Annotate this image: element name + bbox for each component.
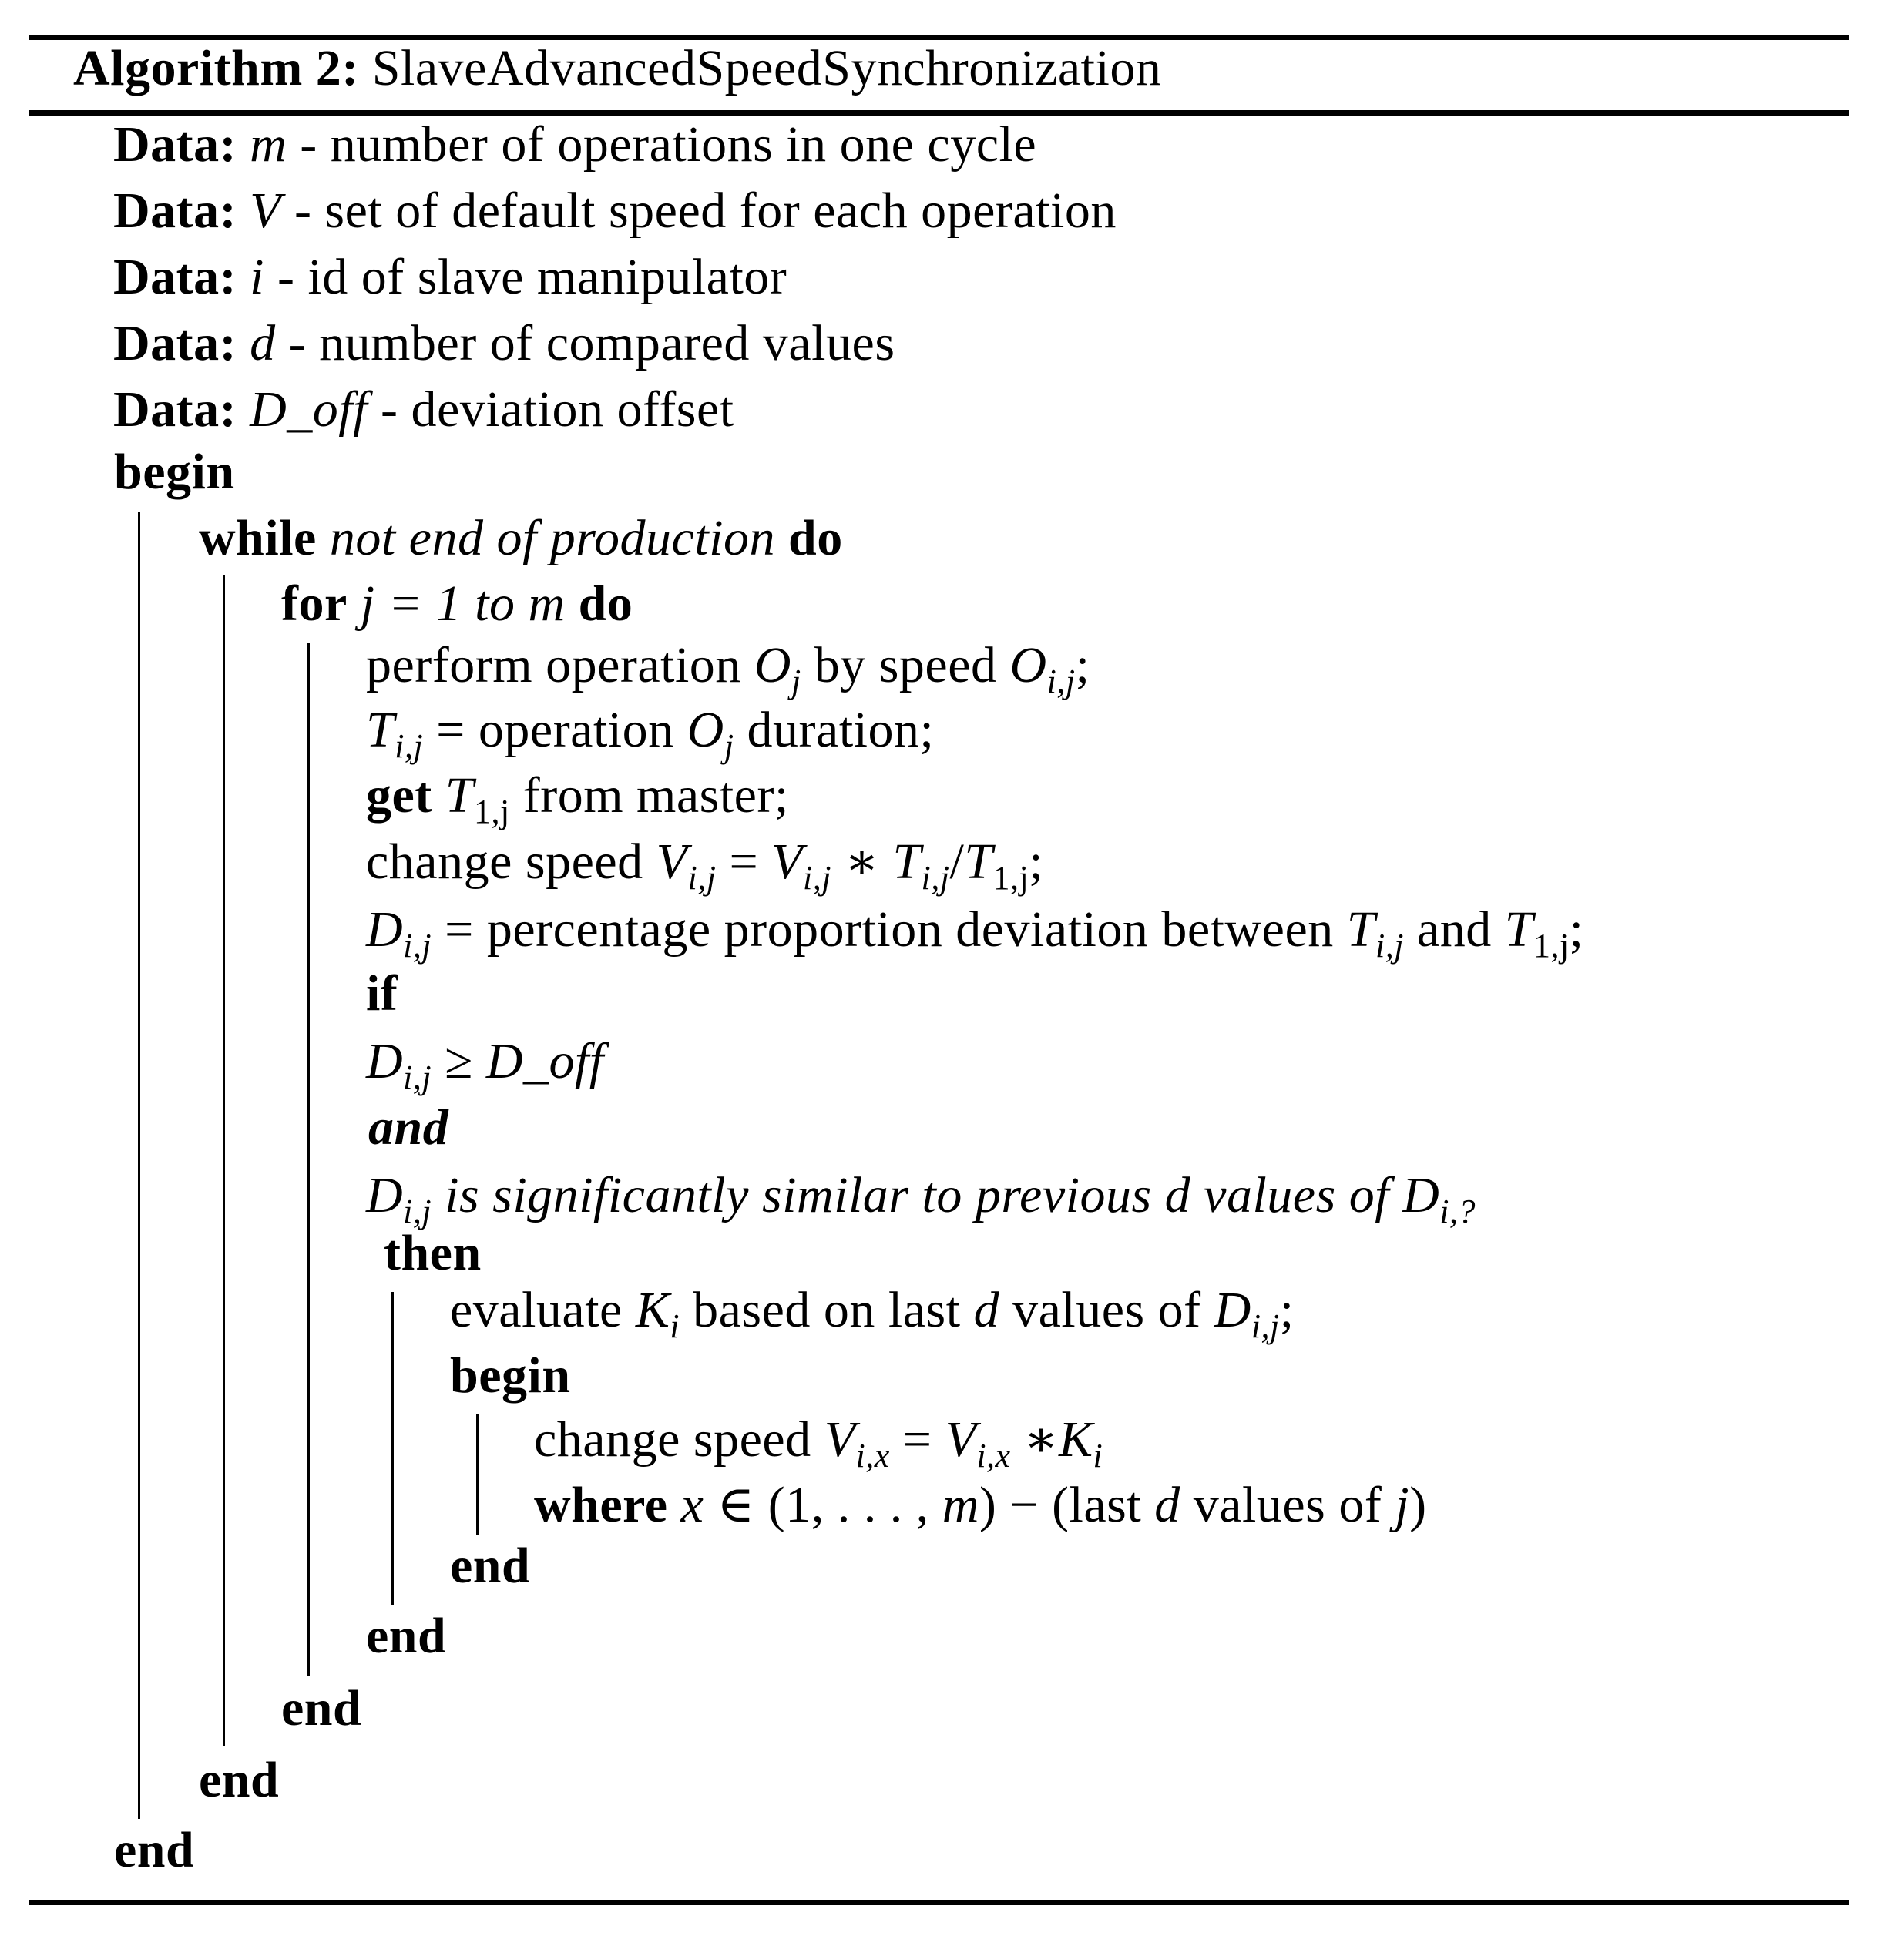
text: ∈ (1, . . . , xyxy=(704,1477,942,1533)
end-inner-begin: end xyxy=(450,1538,531,1594)
var-T: T xyxy=(366,702,395,758)
subscript: i,j xyxy=(1375,927,1404,965)
var-K: K xyxy=(1058,1411,1093,1468)
var-j: j xyxy=(1395,1477,1410,1533)
change-speed-statement xyxy=(366,834,1044,897)
data-desc: - id of slave manipulator xyxy=(264,249,787,305)
condition-threshold xyxy=(366,1033,604,1096)
where-clause xyxy=(534,1477,1427,1533)
operator: ≥ xyxy=(432,1033,486,1089)
subscript: i,? xyxy=(1439,1193,1476,1230)
subscript: 1,j xyxy=(1533,927,1570,965)
text: perform operation xyxy=(366,637,754,693)
do-keyword: do xyxy=(788,510,843,566)
var-V: V xyxy=(945,1411,977,1468)
text: ; xyxy=(1279,1282,1295,1338)
header-rule xyxy=(29,110,1849,116)
get-statement xyxy=(366,767,789,830)
begin-keyword: begin xyxy=(114,444,235,500)
subscript: i,x xyxy=(855,1437,890,1475)
subscript: i,j xyxy=(803,859,831,897)
var-V: V xyxy=(771,834,803,890)
var-d: d xyxy=(973,1282,1000,1338)
subscript: 1,j xyxy=(474,793,510,830)
subscript: i,j xyxy=(921,859,950,897)
data-var: V xyxy=(250,183,281,239)
data-keyword: Data: xyxy=(113,315,237,371)
var-O: O xyxy=(1009,637,1047,693)
while-keyword: while xyxy=(199,510,317,566)
if-keyword: if xyxy=(366,965,398,1022)
block-guide-begin xyxy=(138,512,140,1819)
data-var: m xyxy=(250,116,287,173)
algorithm-name: SlaveAdvancedSpeedSynchronization xyxy=(371,40,1162,96)
subscript: i,x xyxy=(976,1437,1011,1475)
text: values of xyxy=(1180,1477,1395,1533)
algorithm-label: Algorithm 2: xyxy=(73,40,359,96)
data-desc: - set of default speed for each operation xyxy=(280,183,1117,239)
while-statement xyxy=(199,510,843,566)
operator: ∗ xyxy=(1010,1411,1059,1468)
data-keyword: Data: xyxy=(113,249,237,305)
var-V: V xyxy=(824,1411,856,1468)
var-O: O xyxy=(687,702,724,758)
text: values of xyxy=(999,1282,1214,1338)
where-keyword: where xyxy=(534,1477,668,1533)
subscript: i,j xyxy=(403,1059,432,1096)
data-decl-doff xyxy=(113,381,734,438)
subscript: i,j xyxy=(1251,1307,1280,1345)
data-desc: - number of compared values xyxy=(275,315,895,371)
var-K: K xyxy=(635,1282,670,1338)
data-var: i xyxy=(250,249,264,305)
var-T: T xyxy=(1346,901,1375,958)
text: = operation xyxy=(423,702,687,758)
text: ) xyxy=(1409,1477,1427,1533)
text: evaluate xyxy=(450,1282,636,1338)
var-x: x xyxy=(667,1477,704,1533)
subscript: i xyxy=(670,1307,680,1345)
data-desc: - number of operations in one cycle xyxy=(287,116,1037,173)
subscript: i,j xyxy=(403,927,432,965)
var-D-off: D_off xyxy=(485,1033,604,1089)
subscript: j xyxy=(724,727,734,765)
subscript: j xyxy=(791,663,801,700)
var-V: V xyxy=(656,834,688,890)
data-keyword: Data: xyxy=(113,381,237,438)
end-for: end xyxy=(281,1680,362,1736)
var-m: m xyxy=(942,1477,979,1533)
text: ∗ xyxy=(831,834,893,890)
subscript: 1,j xyxy=(992,859,1029,897)
subscript: i,j xyxy=(687,859,717,897)
var-D: D xyxy=(366,901,404,958)
data-decl-d xyxy=(113,315,895,371)
and-keyword: and xyxy=(368,1099,449,1156)
condition-text: is significantly similar to previous d values of xyxy=(432,1167,1403,1223)
text: = xyxy=(716,834,772,890)
condition-similarity xyxy=(366,1167,1476,1230)
data-var: D_off xyxy=(250,381,368,438)
text: and xyxy=(1403,901,1505,958)
text: by speed xyxy=(801,637,1010,693)
algorithm-title xyxy=(73,40,1162,96)
data-decl-m xyxy=(113,116,1037,173)
var-D: D xyxy=(366,1033,404,1089)
subscript: i,j xyxy=(395,727,424,765)
text: change speed xyxy=(366,834,656,890)
text: / xyxy=(949,834,965,890)
text: ; xyxy=(1029,834,1044,890)
top-rule xyxy=(29,35,1849,40)
change-speed-others-statement xyxy=(534,1411,1103,1475)
bottom-rule xyxy=(29,1900,1849,1905)
var-D: D xyxy=(1214,1282,1251,1338)
inner-begin-keyword: begin xyxy=(450,1347,571,1404)
var-D: D xyxy=(366,1167,404,1223)
end-while: end xyxy=(199,1752,280,1808)
var-O: O xyxy=(754,637,791,693)
text: ) − (last xyxy=(979,1477,1155,1533)
while-condition: not end of production xyxy=(329,510,776,566)
for-statement xyxy=(281,575,633,632)
data-keyword: Data: xyxy=(113,116,237,173)
data-keyword: Data: xyxy=(113,183,237,239)
subscript: i,j xyxy=(403,1193,432,1230)
deviation-assignment xyxy=(366,901,1584,965)
text: from master; xyxy=(509,767,789,824)
block-guide-then xyxy=(391,1292,394,1605)
subscript: i xyxy=(1093,1437,1103,1475)
block-guide-while xyxy=(223,575,225,1746)
var-D: D xyxy=(1402,1167,1440,1223)
text: = percentage proportion deviation between xyxy=(432,901,1347,958)
do-keyword: do xyxy=(578,575,633,632)
data-decl-v xyxy=(113,183,1117,239)
text: ; xyxy=(1075,637,1090,693)
data-decl-i xyxy=(113,249,787,305)
subscript: i,j xyxy=(1046,663,1076,700)
block-guide-for xyxy=(307,643,310,1676)
var-T: T xyxy=(432,767,474,824)
duration-assignment xyxy=(366,702,935,765)
data-var: d xyxy=(250,315,276,371)
end-main: end xyxy=(114,1822,195,1878)
var-d: d xyxy=(1154,1477,1180,1533)
var-T: T xyxy=(1504,901,1533,958)
end-then: end xyxy=(366,1608,447,1664)
for-keyword: for xyxy=(281,575,348,632)
var-T: T xyxy=(964,834,993,890)
var-T: T xyxy=(892,834,922,890)
text: = xyxy=(889,1411,945,1468)
evaluate-statement xyxy=(450,1282,1295,1345)
text: duration; xyxy=(734,702,935,758)
then-keyword: then xyxy=(384,1225,482,1281)
perform-statement xyxy=(366,637,1090,700)
block-guide-inner-begin xyxy=(476,1414,479,1535)
get-keyword: get xyxy=(366,767,432,824)
text: based on last xyxy=(680,1282,974,1338)
for-range: j = 1 to m xyxy=(360,575,566,632)
text: change speed xyxy=(534,1411,824,1468)
data-desc: - deviation offset xyxy=(367,381,734,438)
text: ; xyxy=(1569,901,1584,958)
